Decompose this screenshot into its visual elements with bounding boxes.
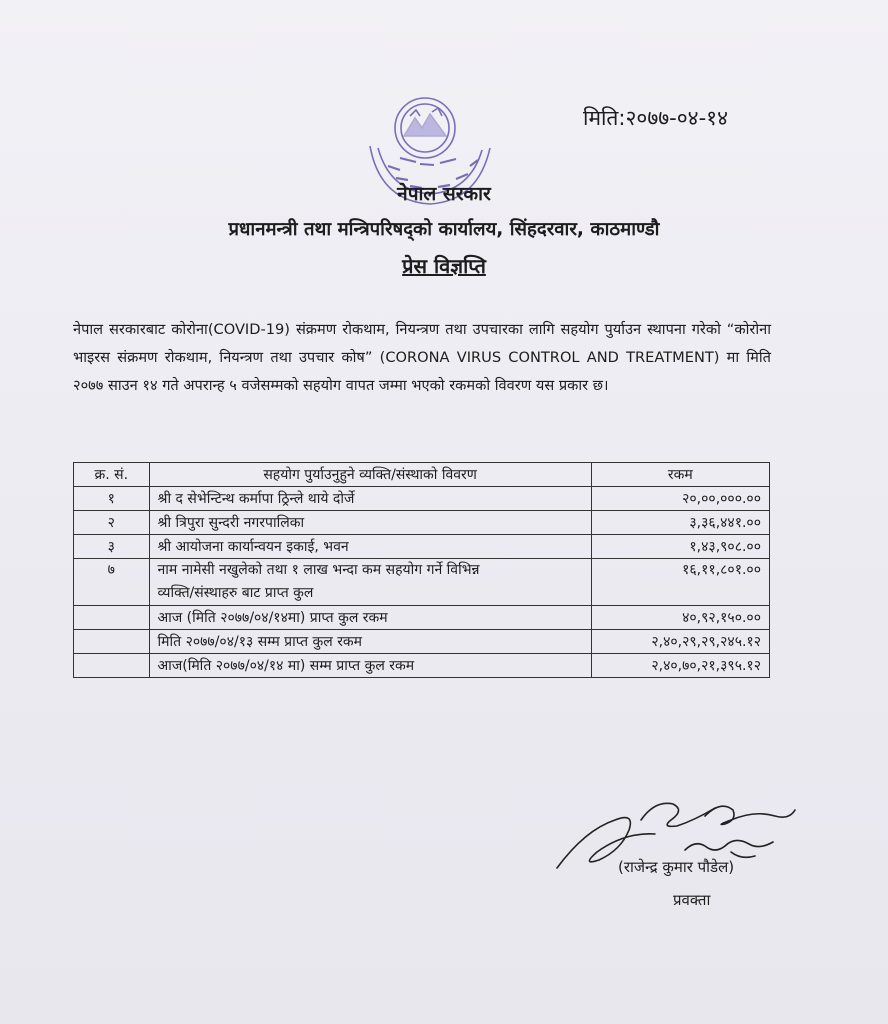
empty-cell [74,654,150,678]
row-number: १ [74,487,150,511]
row-amount: ३,३६,४४१.०० [591,511,769,535]
total-label: मिति २०७७/०४/१३ सम्म प्राप्त कुल रकम [149,630,591,654]
total-row [74,606,770,630]
donations-table [73,462,770,678]
total-label: आज (मिति २०७७/०४/१४मा) प्राप्त कुल रकम [149,606,591,630]
row-amount: १,४३,९०८.०० [591,535,769,559]
empty-cell [74,630,150,654]
empty-cell [74,606,150,630]
row-description: श्री त्रिपुरा सुन्दरी नगरपालिका [149,511,591,535]
table-row [74,487,770,511]
row-number: २ [74,511,150,535]
table-row [74,535,770,559]
row-description [149,559,591,606]
header-description: सहयोग पुर्याउनुहुने व्यक्ति/संस्थाको विवरण [149,463,591,487]
row-number: ७ [74,559,150,606]
body-paragraph: नेपाल सरकारबाट कोरोना(COVID-19) संक्रमण रोकथाम, नियन्त्रण तथा उपचारका लागि सहयोग पुर्याउन स्थापना गरेको “कोरोना भाइरस संक्रमण रोकथाम, नियन्त्रण तथा उपचार कोष” (CORONA VIRUS CONTROL AND TREATMENT) मा मिति २०७७ साउन १४ गते अपरान्ह ५ वजेसम्मको सहयोग वापत जम्मा भएको रकमको विवरण यस प्रकार छ। [73,321,771,394]
row-description: श्री द सेभेन्टिन्थ कर्मापा ठ्रिन्ले थाये दोर्जे [149,487,591,511]
office-name: प्रधानमन्त्री तथा मन्त्रिपरिषद्‌को कार्यालय, सिंहदरवार, काठमाण्डौ [228,219,660,240]
header-number: क्र. सं. [74,463,150,487]
row-amount: १६,११,८०१.०० [591,559,769,606]
total-row [74,630,770,654]
header-amount: रकम [591,463,769,487]
org-name: नेपाल सरकार [397,183,491,205]
signatory-name: (राजेन्द्र कुमार पौडेल) [618,858,735,876]
row-description-line: व्यक्ति/संस्थाहरु बाट प्राप्त कुल [157,585,314,601]
signatory-title: प्रवक्ता [673,891,711,909]
press-release-heading: प्रेस विज्ञप्ति [402,254,486,278]
grand-total-label: आज(मिति २०७७/०४/१४ मा) सम्म प्राप्त कुल रकम [149,654,591,678]
grand-total-amount: २,४०,७०,२१,३९५.१२ [591,654,769,678]
grand-total-row [74,654,770,678]
table-header-row [74,463,770,487]
total-amount: २,४०,२९,२९,२४५.१२ [591,630,769,654]
row-amount: २०,००,०००.०० [591,487,769,511]
document-date: मिति:२०७७-०४-१४ [583,106,728,130]
table-row [74,511,770,535]
row-number: ३ [74,535,150,559]
total-amount: ४०,९२,१५०.०० [591,606,769,630]
row-description: श्री आयोजना कार्यान्वयन इकाई, भवन [149,535,591,559]
row-description-line: नाम नामेसी नखुलेको तथा १ लाख भन्दा कम सहयोग गर्ने विभिन्न [157,562,480,578]
table-row [74,559,770,606]
